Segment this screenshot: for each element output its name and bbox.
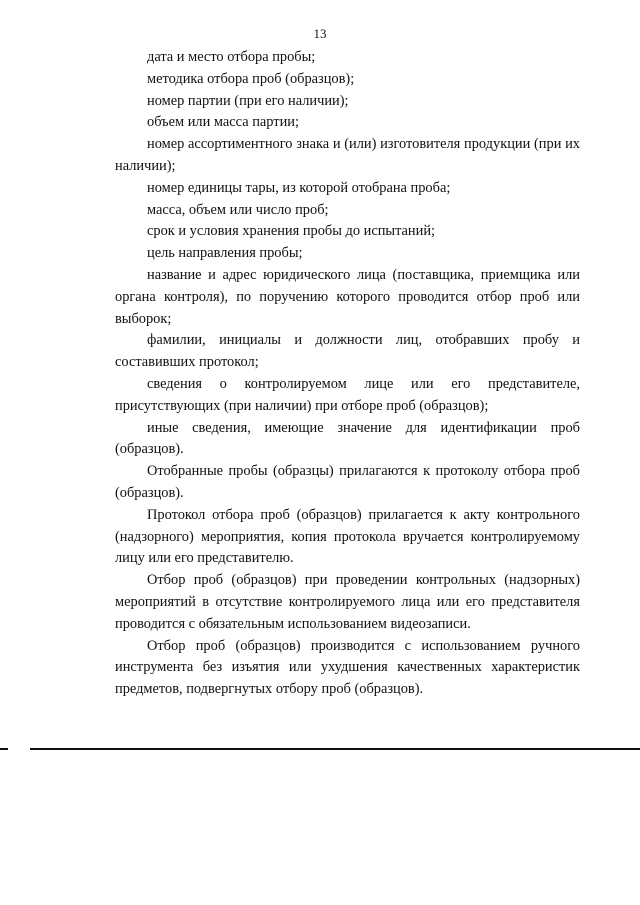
list-item-legal-entity: название и адрес юридического лица (поставщика, приемщика или органа контроля), по поручению которого проводится отбор проб или выборок; [115, 266, 580, 327]
list-item-batch-volume: объем или масса партии; [147, 114, 299, 131]
list-item-other-info: иные сведения, имеющие значение для идентификации проб (образцов). [115, 419, 580, 458]
paragraph-protocol-attached: Протокол отбора проб (образцов) прилагается к акту контрольного (надзорного) мероприятия, копия протокола вручается контролируемому лицу или его представителю. [115, 506, 580, 567]
page-number: 13 [313, 26, 327, 41]
list-item-persons: фамилии, инициалы и должности лиц, отобравших пробу и составивших протокол; [115, 332, 580, 371]
list-item-purpose: цель направления пробы; [147, 245, 303, 262]
footer-rule [30, 748, 640, 750]
list-item-date-place: дата и место отбора пробы; [147, 49, 316, 65]
document-body [115, 47, 580, 701]
paragraph-samples-attached: Отобранные пробы (образцы) прилагаются к протоколу отбора проб (образцов). [115, 463, 580, 501]
list-item-method: методика отбора проб (образцов); [147, 70, 355, 87]
paragraph-manual-tools: Отбор проб (образцов) производится с использованием ручного инструмента без изъятия или ухудшения качественных характеристик предметов, подвергнутых отбору проб (образцов). [115, 637, 580, 698]
footer-rule-mark [0, 748, 8, 750]
list-item-assortment-mark: номер ассортиментного знака и (или) изготовителя продукции (при их наличии); [115, 136, 580, 174]
list-item-container-number: номер единицы тары, из которой отобрана проба; [147, 179, 451, 196]
list-item-storage: срок и условия хранения пробы до испытаний; [147, 223, 436, 240]
list-item-batch-number: номер партии (при его наличии); [147, 92, 349, 109]
paragraph-video-recording: Отбор проб (образцов) при проведении контрольных (надзорных) мероприятий в отсутствие контролируемого лица или его представителя проводится с обязательным использованием видеозаписи. [115, 572, 580, 632]
list-item-sample-count: масса, объем или число проб; [147, 201, 329, 218]
list-item-controlled-person: сведения о контролируемом лице или его представителе, присутствующих (при наличии) при отборе проб (образцов); [115, 375, 580, 414]
